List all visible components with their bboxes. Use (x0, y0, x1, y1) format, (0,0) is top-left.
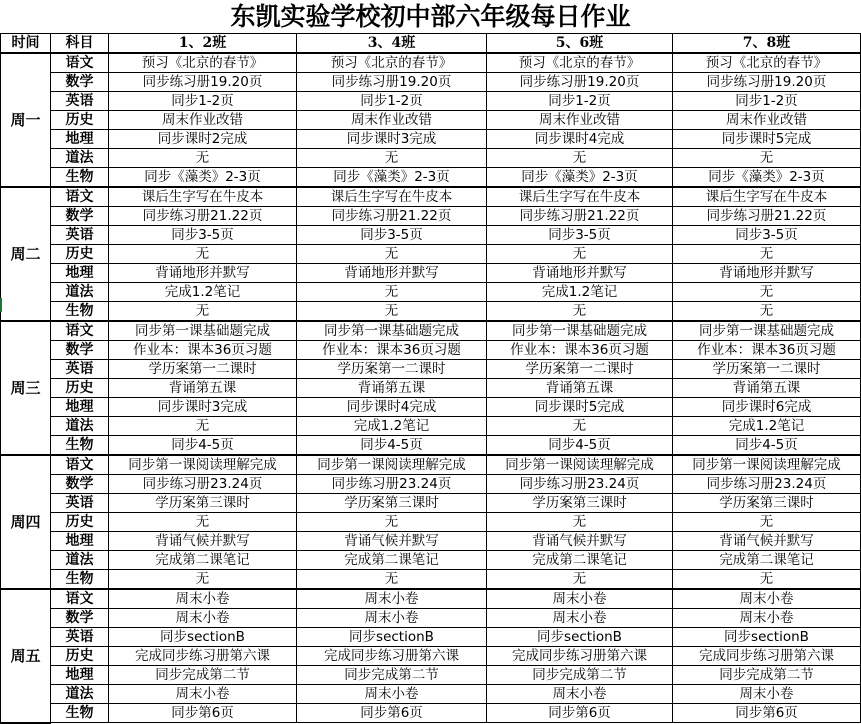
day-label: 周四 (1, 455, 51, 589)
day-label: 周二 (1, 187, 51, 321)
homework-cell: 周末小卷 (297, 685, 487, 704)
table-row (1, 321, 861, 341)
table-row (1, 455, 861, 475)
homework-cell: 无 (487, 417, 673, 436)
table-row (1, 53, 861, 73)
day-label: 周五 (1, 589, 51, 723)
homework-cell: 无 (673, 149, 861, 168)
table-row (1, 379, 861, 398)
homework-cell: 背诵气候并默写 (109, 532, 297, 551)
homework-cell: 学历案第一二课时 (673, 360, 861, 379)
homework-cell: 周末小卷 (487, 609, 673, 628)
table-row (1, 283, 861, 302)
homework-cell: 同步3-5页 (673, 226, 861, 245)
homework-cell: 无 (673, 570, 861, 590)
table-row (1, 245, 861, 264)
homework-cell: 同步课时4完成 (487, 130, 673, 149)
header-class-7-8: 7、8班 (673, 34, 861, 54)
homework-cell: 同步练习册23.24页 (487, 475, 673, 494)
homework-cell: 同步课时6完成 (673, 398, 861, 417)
homework-cell: 无 (487, 302, 673, 322)
homework-cell: 同步《藻类》2-3页 (487, 168, 673, 188)
homework-cell: 同步练习册23.24页 (109, 475, 297, 494)
homework-cell: 完成1.2笔记 (487, 283, 673, 302)
subject-cell: 道法 (51, 685, 109, 704)
homework-cell: 完成同步练习册第六课 (109, 647, 297, 666)
homework-cell: 学历案第一二课时 (297, 360, 487, 379)
homework-cell: 无 (109, 513, 297, 532)
homework-cell: 同步课时2完成 (109, 130, 297, 149)
subject-cell: 地理 (51, 532, 109, 551)
homework-cell: 同步完成第二节 (487, 666, 673, 685)
homework-cell: 同步sectionB (109, 628, 297, 647)
homework-cell: 完成同步练习册第六课 (297, 647, 487, 666)
subject-cell: 地理 (51, 264, 109, 283)
homework-cell: 无 (297, 245, 487, 264)
homework-cell: 背诵气候并默写 (297, 532, 487, 551)
homework-cell: 同步完成第二节 (673, 666, 861, 685)
homework-cell: 作业本：课本36页习题 (673, 341, 861, 360)
homework-cell: 周末小卷 (297, 589, 487, 609)
table-row (1, 341, 861, 360)
homework-cell: 同步1-2页 (297, 92, 487, 111)
homework-cell: 同步完成第二节 (297, 666, 487, 685)
subject-cell: 语文 (51, 187, 109, 207)
day-label: 周三 (1, 321, 51, 455)
homework-cell: 作业本：课本36页习题 (297, 341, 487, 360)
homework-cell: 无 (109, 302, 297, 322)
table-row (1, 436, 861, 456)
day-label: 周一 (1, 53, 51, 187)
table-row (1, 398, 861, 417)
subject-cell: 历史 (51, 245, 109, 264)
homework-cell: 同步1-2页 (487, 92, 673, 111)
homework-cell: 无 (487, 570, 673, 590)
table-row (1, 417, 861, 436)
table-row (1, 647, 861, 666)
subject-cell: 地理 (51, 130, 109, 149)
subject-cell: 数学 (51, 73, 109, 92)
homework-cell: 学历案第三课时 (673, 494, 861, 513)
homework-cell: 同步练习册23.24页 (297, 475, 487, 494)
homework-cell: 同步第6页 (109, 704, 297, 723)
homework-cell: 完成第二课笔记 (673, 551, 861, 570)
homework-cell: 同步sectionB (487, 628, 673, 647)
homework-cell: 完成1.2笔记 (297, 417, 487, 436)
table-row (1, 302, 861, 322)
homework-cell: 课后生字写在牛皮本 (109, 187, 297, 207)
homework-cell: 同步课时4完成 (297, 398, 487, 417)
homework-cell: 学历案第一二课时 (109, 360, 297, 379)
homework-cell: 同步课时5完成 (487, 398, 673, 417)
subject-cell: 生物 (51, 302, 109, 322)
homework-cell: 课后生字写在牛皮本 (673, 187, 861, 207)
subject-cell: 英语 (51, 494, 109, 513)
homework-cell: 同步课时5完成 (673, 130, 861, 149)
subject-cell: 英语 (51, 92, 109, 111)
subject-cell: 英语 (51, 360, 109, 379)
cell-selection-marker (0, 298, 2, 312)
homework-cell: 同步第6页 (297, 704, 487, 723)
homework-cell: 无 (297, 302, 487, 322)
homework-cell: 同步《藻类》2-3页 (109, 168, 297, 188)
homework-cell: 完成1.2笔记 (109, 283, 297, 302)
homework-cell: 周末作业改错 (487, 111, 673, 130)
homework-cell: 周末作业改错 (673, 111, 861, 130)
homework-cell: 同步第一课阅读理解完成 (487, 455, 673, 475)
subject-cell: 语文 (51, 589, 109, 609)
homework-cell: 周末作业改错 (109, 111, 297, 130)
homework-cell: 课后生字写在牛皮本 (297, 187, 487, 207)
homework-cell: 无 (109, 570, 297, 590)
homework-cell: 同步第一课阅读理解完成 (297, 455, 487, 475)
homework-cell: 预习《北京的春节》 (297, 53, 487, 73)
homework-cell: 预习《北京的春节》 (487, 53, 673, 73)
homework-cell: 同步课时3完成 (109, 398, 297, 417)
homework-cell: 同步第6页 (487, 704, 673, 723)
table-row (1, 589, 861, 609)
homework-cell: 同步1-2页 (109, 92, 297, 111)
table-row (1, 73, 861, 92)
homework-cell: 作业本：课本36页习题 (487, 341, 673, 360)
homework-cell: 背诵第五课 (487, 379, 673, 398)
homework-cell: 同步练习册21.22页 (487, 207, 673, 226)
homework-cell: 同步1-2页 (673, 92, 861, 111)
homework-cell: 同步练习册19.20页 (297, 73, 487, 92)
header-row (1, 34, 861, 54)
homework-cell: 无 (487, 149, 673, 168)
homework-cell: 无 (109, 149, 297, 168)
homework-cell: 无 (673, 245, 861, 264)
homework-cell: 同步第一课阅读理解完成 (673, 455, 861, 475)
homework-cell: 周末小卷 (109, 685, 297, 704)
subject-cell: 数学 (51, 609, 109, 628)
table-row (1, 609, 861, 628)
table-row (1, 149, 861, 168)
homework-cell: 周末小卷 (109, 609, 297, 628)
homework-cell: 同步sectionB (297, 628, 487, 647)
homework-cell: 完成同步练习册第六课 (487, 647, 673, 666)
homework-cell: 背诵第五课 (109, 379, 297, 398)
subject-cell: 生物 (51, 436, 109, 456)
homework-cell: 背诵地形并默写 (297, 264, 487, 283)
homework-cell: 同步第一课基础题完成 (487, 321, 673, 341)
homework-cell: 背诵气候并默写 (673, 532, 861, 551)
table-row (1, 168, 861, 188)
header-class-5-6: 5、6班 (487, 34, 673, 54)
table-row (1, 111, 861, 130)
homework-cell: 学历案第三课时 (487, 494, 673, 513)
homework-cell: 作业本：课本36页习题 (109, 341, 297, 360)
homework-cell: 同步4-5页 (297, 436, 487, 456)
subject-cell: 地理 (51, 666, 109, 685)
homework-cell: 同步sectionB (673, 628, 861, 647)
header-class-3-4: 3、4班 (297, 34, 487, 54)
homework-cell: 周末作业改错 (297, 111, 487, 130)
table-row (1, 666, 861, 685)
homework-cell: 同步第一课基础题完成 (109, 321, 297, 341)
homework-cell: 背诵地形并默写 (673, 264, 861, 283)
table-row (1, 264, 861, 283)
table-row (1, 226, 861, 245)
homework-cell: 同步练习册19.20页 (673, 73, 861, 92)
homework-cell: 完成同步练习册第六课 (673, 647, 861, 666)
table-row (1, 704, 861, 723)
table-body (1, 53, 861, 723)
subject-cell: 生物 (51, 570, 109, 590)
homework-cell: 同步3-5页 (487, 226, 673, 245)
table-row (1, 475, 861, 494)
homework-cell: 同步3-5页 (297, 226, 487, 245)
homework-cell: 同步4-5页 (673, 436, 861, 456)
homework-cell: 同步4-5页 (487, 436, 673, 456)
header-subject: 科目 (51, 34, 109, 54)
subject-cell: 语文 (51, 455, 109, 475)
homework-cell: 学历案第一二课时 (487, 360, 673, 379)
table-row (1, 494, 861, 513)
homework-cell: 背诵地形并默写 (487, 264, 673, 283)
subject-cell: 数学 (51, 341, 109, 360)
homework-cell: 预习《北京的春节》 (109, 53, 297, 73)
homework-cell: 背诵第五课 (673, 379, 861, 398)
homework-cell: 同步第一课阅读理解完成 (109, 455, 297, 475)
homework-cell: 学历案第三课时 (109, 494, 297, 513)
homework-table (0, 33, 861, 724)
homework-cell: 无 (673, 302, 861, 322)
table-row (1, 92, 861, 111)
subject-cell: 英语 (51, 226, 109, 245)
subject-cell: 道法 (51, 149, 109, 168)
homework-cell: 周末小卷 (673, 685, 861, 704)
homework-cell: 无 (673, 283, 861, 302)
homework-cell: 周末小卷 (487, 685, 673, 704)
table-row (1, 130, 861, 149)
subject-cell: 历史 (51, 647, 109, 666)
homework-cell: 同步第一课基础题完成 (673, 321, 861, 341)
table-row (1, 207, 861, 226)
subject-cell: 历史 (51, 111, 109, 130)
homework-cell: 无 (487, 245, 673, 264)
homework-cell: 无 (673, 513, 861, 532)
homework-cell: 无 (109, 245, 297, 264)
homework-cell: 周末小卷 (109, 589, 297, 609)
homework-cell: 周末小卷 (487, 589, 673, 609)
homework-cell: 同步课时3完成 (297, 130, 487, 149)
table-row (1, 187, 861, 207)
homework-cell: 完成第二课笔记 (109, 551, 297, 570)
homework-cell: 周末小卷 (673, 589, 861, 609)
subject-cell: 道法 (51, 417, 109, 436)
page-title: 东凯实验学校初中部六年级每日作业 (230, 2, 631, 31)
subject-cell: 生物 (51, 168, 109, 188)
homework-cell: 预习《北京的春节》 (673, 53, 861, 73)
homework-cell: 背诵气候并默写 (487, 532, 673, 551)
table-row (1, 570, 861, 590)
subject-cell: 数学 (51, 475, 109, 494)
homework-cell: 同步《藻类》2-3页 (297, 168, 487, 188)
homework-cell: 周末小卷 (673, 609, 861, 628)
table-row (1, 628, 861, 647)
subject-cell: 生物 (51, 704, 109, 723)
homework-cell: 课后生字写在牛皮本 (487, 187, 673, 207)
subject-cell: 英语 (51, 628, 109, 647)
table-row (1, 513, 861, 532)
homework-cell: 同步练习册19.20页 (109, 73, 297, 92)
homework-cell: 同步第一课基础题完成 (297, 321, 487, 341)
homework-cell: 完成第二课笔记 (297, 551, 487, 570)
homework-cell: 同步3-5页 (109, 226, 297, 245)
homework-cell: 无 (297, 513, 487, 532)
homework-cell: 同步第6页 (673, 704, 861, 723)
homework-cell: 无 (297, 283, 487, 302)
homework-cell: 完成第二课笔记 (487, 551, 673, 570)
header-time: 时间 (1, 34, 51, 54)
homework-cell: 无 (297, 149, 487, 168)
table-row (1, 685, 861, 704)
homework-cell: 同步《藻类》2-3页 (673, 168, 861, 188)
homework-cell: 背诵第五课 (297, 379, 487, 398)
homework-cell: 周末小卷 (297, 609, 487, 628)
subject-cell: 道法 (51, 283, 109, 302)
homework-cell: 同步完成第二节 (109, 666, 297, 685)
homework-cell: 无 (109, 417, 297, 436)
subject-cell: 数学 (51, 207, 109, 226)
homework-cell: 无 (487, 513, 673, 532)
subject-cell: 道法 (51, 551, 109, 570)
homework-cell: 背诵地形并默写 (109, 264, 297, 283)
subject-cell: 语文 (51, 53, 109, 73)
homework-cell: 同步练习册21.22页 (673, 207, 861, 226)
homework-cell: 同步4-5页 (109, 436, 297, 456)
homework-cell: 同步练习册21.22页 (109, 207, 297, 226)
homework-cell: 同步练习册21.22页 (297, 207, 487, 226)
homework-cell: 同步练习册19.20页 (487, 73, 673, 92)
subject-cell: 地理 (51, 398, 109, 417)
homework-cell: 学历案第三课时 (297, 494, 487, 513)
subject-cell: 语文 (51, 321, 109, 341)
subject-cell: 历史 (51, 513, 109, 532)
subject-cell: 历史 (51, 379, 109, 398)
header-class-1-2: 1、2班 (109, 34, 297, 54)
table-row (1, 551, 861, 570)
homework-cell: 同步练习册23.24页 (673, 475, 861, 494)
table-row (1, 360, 861, 379)
table-row (1, 532, 861, 551)
homework-cell: 完成1.2笔记 (673, 417, 861, 436)
homework-cell: 无 (297, 570, 487, 590)
